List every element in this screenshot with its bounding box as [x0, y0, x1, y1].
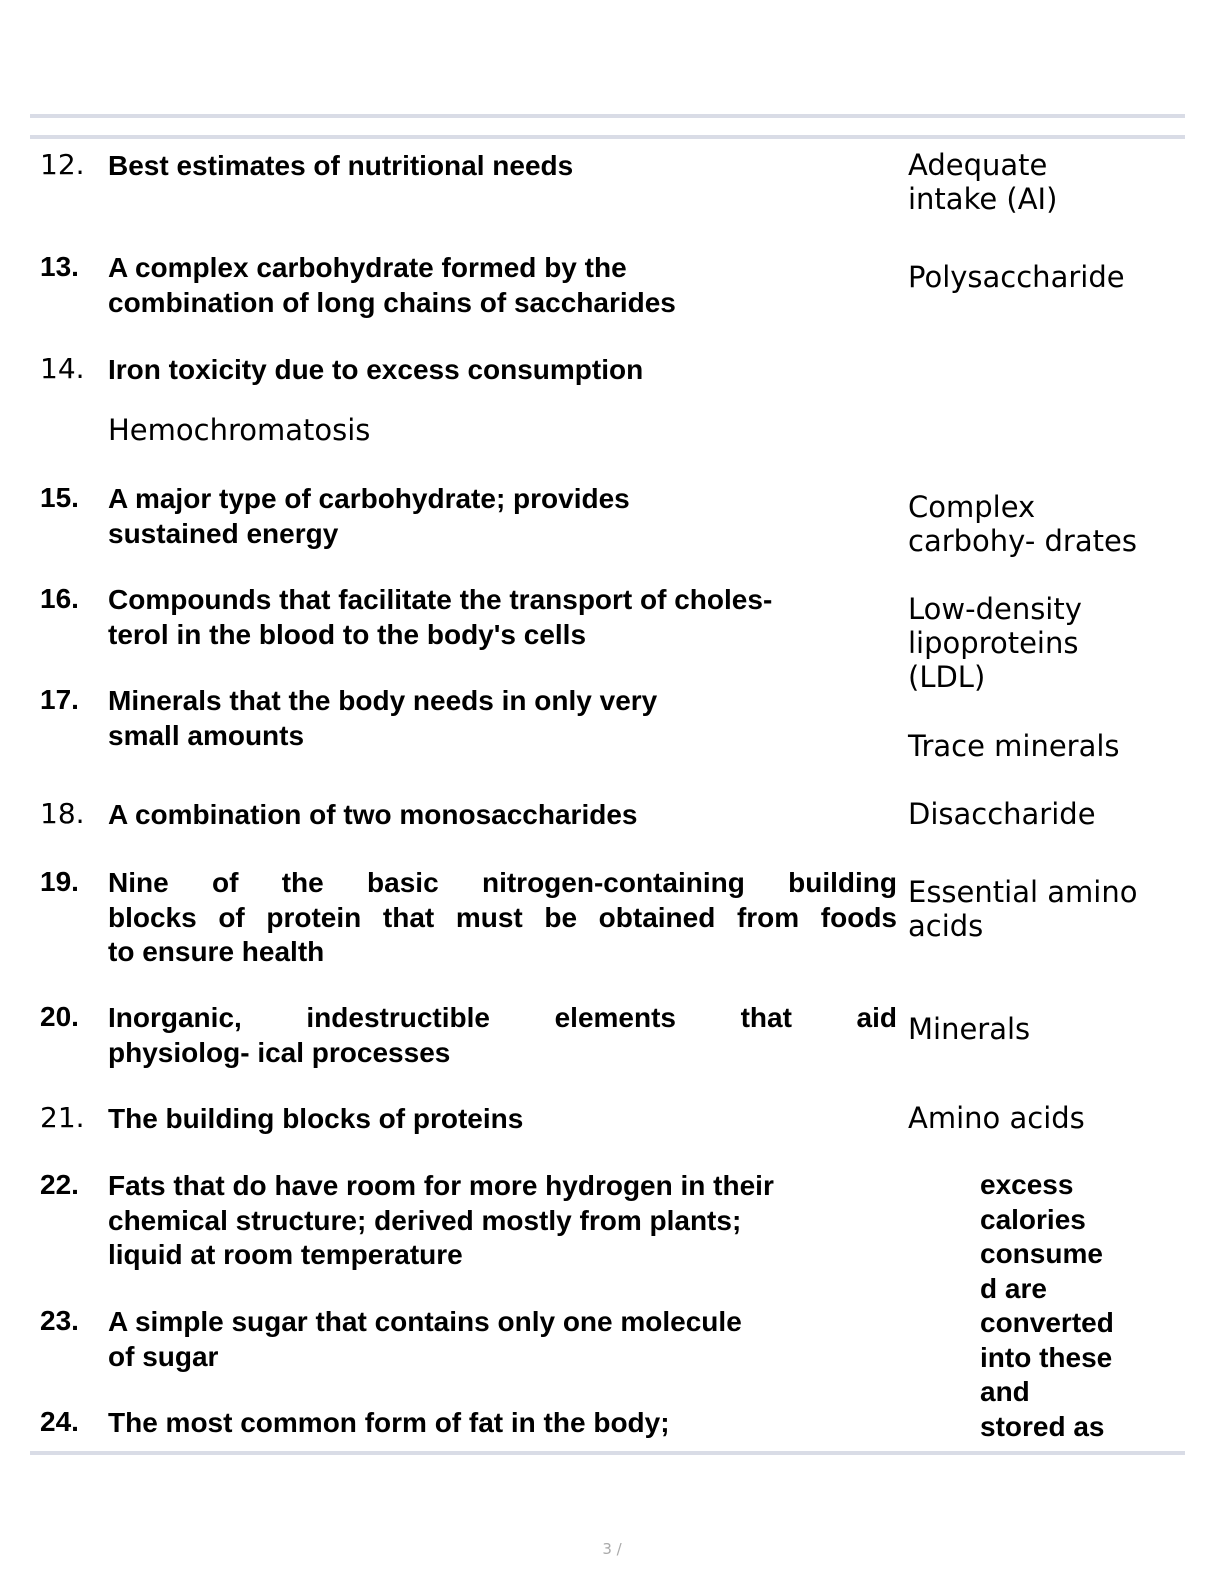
question-text: sustained energy	[108, 518, 339, 549]
question-text: The most common form of fat in the body;	[108, 1407, 670, 1438]
answer-text: Adequate	[908, 148, 1048, 182]
side-answer-line: d are	[980, 1273, 1047, 1304]
question-text: to ensure health	[108, 936, 325, 967]
question-text: Minerals that the body needs in only very	[108, 685, 658, 716]
question-text: combination of long chains of saccharides	[108, 287, 676, 318]
answer-text: Trace minerals	[908, 729, 1120, 763]
side-answer-line: converted	[980, 1307, 1114, 1338]
item-number: 12.	[40, 148, 85, 181]
answer-text: Hemochromatosis	[108, 413, 371, 447]
answer-text: lipoproteins	[908, 626, 1079, 660]
answer-text: Essential amino	[908, 875, 1138, 909]
item-number: 24.	[40, 1406, 79, 1437]
answer-text: Polysaccharide	[908, 260, 1125, 294]
bottom-rule	[30, 1451, 1185, 1455]
item-number: 23.	[40, 1305, 79, 1336]
top-rule-1	[30, 114, 1185, 118]
question-text: A simple sugar that contains only one molecule	[108, 1306, 742, 1337]
answer-text: Complex	[908, 490, 1036, 524]
answer-text: acids	[908, 909, 984, 943]
item-number: 20.	[40, 1001, 79, 1032]
answer-text: intake (AI)	[908, 182, 1058, 216]
page-number: 3 /	[602, 1540, 622, 1558]
question-text: terol in the blood to the body's cells	[108, 619, 587, 650]
side-answer-line: into these	[980, 1342, 1113, 1373]
item-number: 16.	[40, 583, 79, 614]
question-text: Fats that do have room for more hydrogen in their	[108, 1170, 774, 1201]
question-text: Inorganic, indestructible elements that aid	[108, 1002, 897, 1033]
answer-text: Minerals	[908, 1012, 1031, 1046]
top-rule-2	[30, 135, 1185, 139]
question-text: physiolog- ical processes	[108, 1037, 451, 1068]
item-number: 13.	[40, 251, 79, 282]
side-answer-line: stored as	[980, 1411, 1105, 1442]
answer-text: Amino acids	[908, 1101, 1085, 1135]
item-number: 21.	[40, 1101, 85, 1134]
item-number: 14.	[40, 352, 85, 385]
question-text: blocks of protein that must be obtained from foods	[108, 902, 897, 933]
question-text: A complex carbohydrate formed by the	[108, 252, 627, 283]
question-text: Iron toxicity due to excess consumption	[108, 354, 644, 385]
question-text: Compounds that facilitate the transport of choles-	[108, 584, 773, 615]
question-text: of sugar	[108, 1341, 219, 1372]
side-answer-line: and	[980, 1376, 1030, 1407]
item-number: 18.	[40, 797, 85, 830]
answer-text: Disaccharide	[908, 797, 1096, 831]
item-number: 22.	[40, 1169, 79, 1200]
question-text: chemical structure; derived mostly from plants;	[108, 1205, 742, 1236]
question-text: small amounts	[108, 720, 305, 751]
question-text: Best estimates of nutritional needs	[108, 150, 574, 181]
side-answer-line: consume	[980, 1238, 1103, 1269]
answer-text: carbohy- drates	[908, 524, 1137, 558]
answer-text: Low-density	[908, 592, 1082, 626]
side-answer-line: calories	[980, 1204, 1086, 1235]
item-number: 19.	[40, 866, 79, 897]
item-number: 17.	[40, 684, 79, 715]
item-number: 15.	[40, 482, 79, 513]
answer-text: (LDL)	[908, 660, 986, 694]
side-answer-line: excess	[980, 1169, 1074, 1200]
question-text: A combination of two monosaccharides	[108, 799, 638, 830]
question-text: A major type of carbohydrate; provides	[108, 483, 630, 514]
question-text: liquid at room temperature	[108, 1239, 463, 1270]
question-text: Nine of the basic nitrogen-containing building	[108, 867, 897, 898]
question-text: The building blocks of proteins	[108, 1103, 524, 1134]
